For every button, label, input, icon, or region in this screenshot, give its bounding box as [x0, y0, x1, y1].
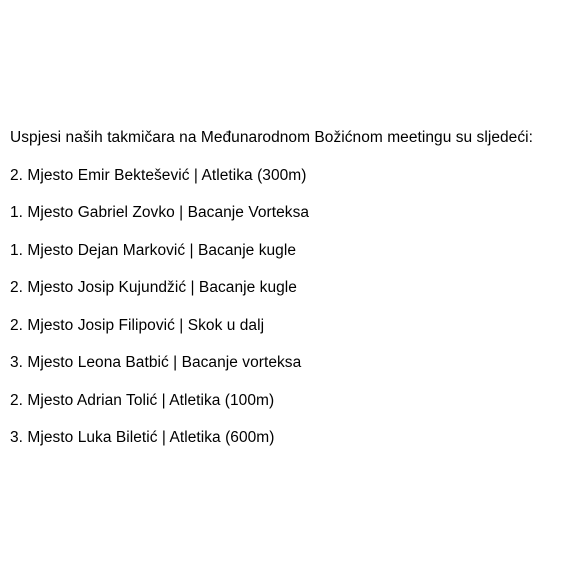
document-body — [10, 128, 580, 466]
document-heading: Uspjesi naših takmičara na Međunarodnom Božićnom meetingu su sljedeći: — [10, 129, 534, 146]
result-line: 2. Mjesto Josip Kujundžić | Bacanje kugle — [10, 279, 297, 296]
result-line: 3. Mjesto Luka Biletić | Atletika (600m) — [10, 429, 275, 446]
result-line: 1. Mjesto Dejan Marković | Bacanje kugle — [10, 241, 297, 259]
result-line: 2. Mjesto Adrian Tolić | Atletika (100m) — [10, 391, 275, 409]
result-line: 3. Mjesto Leona Batbić | Bacanje vorteksa — [10, 354, 302, 371]
result-line: 2. Mjesto Emir Bektešević | Atletika (300m) — [10, 166, 307, 184]
result-line: 1. Mjesto Gabriel Zovko | Bacanje Vorteksa — [10, 204, 310, 221]
result-line: 2. Mjesto Josip Filipović | Skok u dalj — [10, 316, 265, 334]
